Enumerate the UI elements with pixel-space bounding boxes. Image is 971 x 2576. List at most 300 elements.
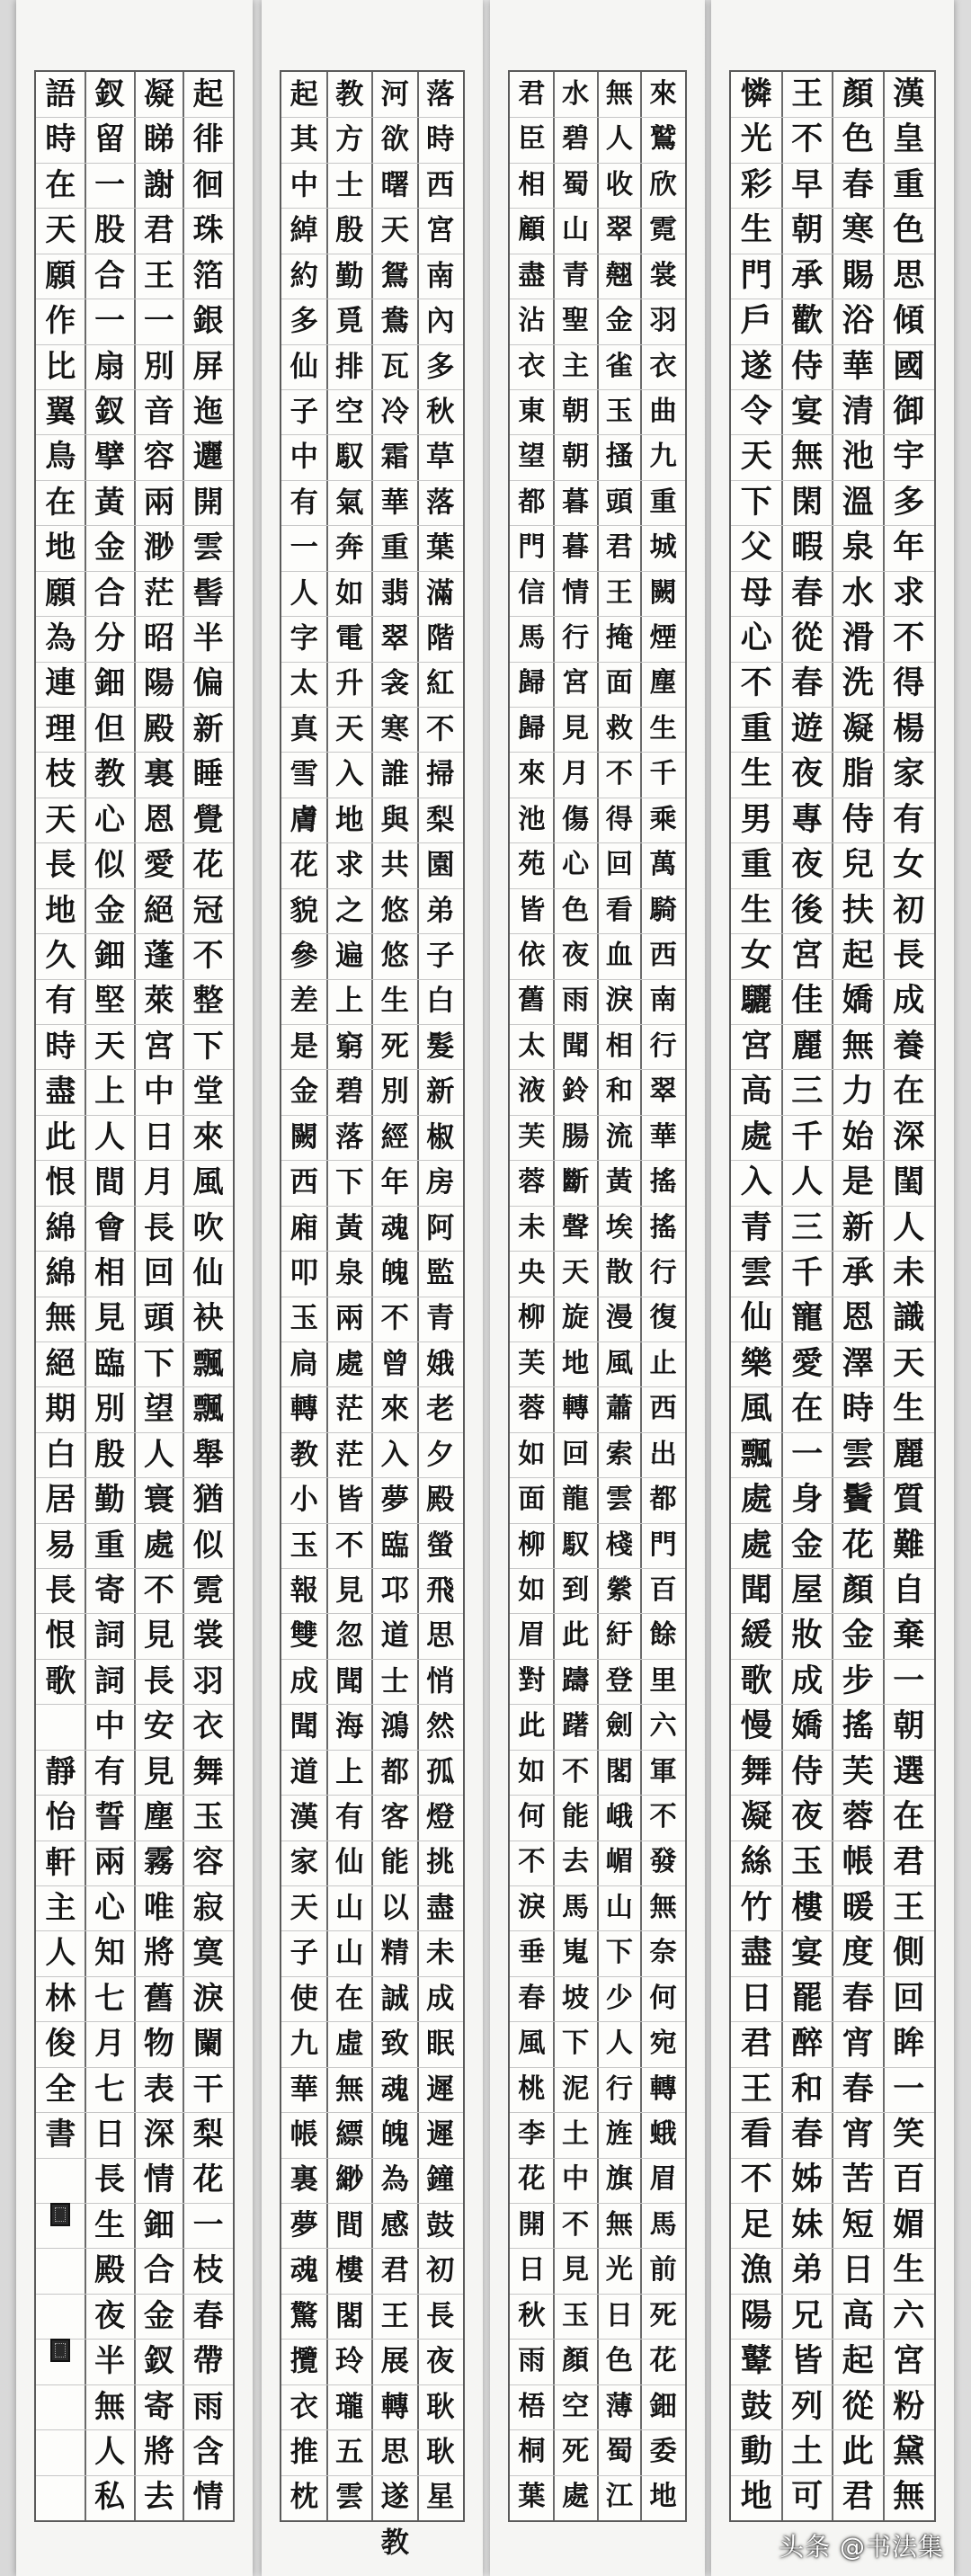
character: 餘 xyxy=(649,1619,677,1652)
character: 風 xyxy=(605,1347,633,1379)
character: 動 xyxy=(740,2432,772,2470)
character: 步 xyxy=(842,1662,874,1699)
character: 夜 xyxy=(426,2345,455,2378)
character: 屏 xyxy=(192,348,224,385)
character: 攬 xyxy=(290,2345,318,2378)
character: 處 xyxy=(335,1347,364,1380)
text-column xyxy=(281,72,327,2520)
character: 暮 xyxy=(562,486,590,518)
character: 耿 xyxy=(426,2390,455,2423)
character: 塵 xyxy=(143,1799,174,1836)
character: 皇 xyxy=(893,120,925,158)
character: 媚 xyxy=(893,2206,925,2243)
character: 朝 xyxy=(791,211,824,249)
character: 侍 xyxy=(842,800,874,838)
character: 色 xyxy=(842,120,874,158)
character: 有 xyxy=(45,983,76,1020)
character: 中 xyxy=(94,1708,126,1745)
character: 霓 xyxy=(192,1572,224,1609)
character: 新 xyxy=(842,1208,874,1246)
character: 黛 xyxy=(893,2432,925,2470)
character: 浴 xyxy=(842,302,874,340)
character: 月 xyxy=(562,758,590,790)
character: 去 xyxy=(562,1846,590,1878)
character: 雲 xyxy=(192,530,224,566)
character: 人 xyxy=(94,1119,126,1155)
character: 質 xyxy=(893,1481,925,1519)
character: 風 xyxy=(192,1164,224,1201)
character: 忽 xyxy=(335,1619,364,1653)
character: 花 xyxy=(192,2162,224,2198)
character: 飄 xyxy=(740,1435,772,1473)
character: 音 xyxy=(143,393,174,430)
character: 生 xyxy=(94,2206,126,2243)
character: 門 xyxy=(740,256,772,294)
character: 旗 xyxy=(605,2163,633,2196)
character: 遲 xyxy=(426,2072,455,2106)
character: 膚 xyxy=(290,803,318,836)
character: 宮 xyxy=(791,937,824,975)
character: 搖 xyxy=(649,1166,677,1199)
character: 分 xyxy=(94,620,126,657)
character: 愛 xyxy=(791,1344,824,1382)
character: 綿 xyxy=(45,1209,76,1246)
character: 妹 xyxy=(791,2206,824,2243)
character: 魄 xyxy=(380,2117,409,2151)
character: 西 xyxy=(290,1166,318,1199)
character: 柳 xyxy=(518,1302,546,1334)
text-column xyxy=(641,72,685,2520)
character: 躊 xyxy=(562,1664,590,1697)
character: 斷 xyxy=(562,1166,590,1199)
character: 緲 xyxy=(335,2163,364,2197)
character: 行 xyxy=(649,1030,677,1062)
character: 無 xyxy=(893,2478,925,2516)
character: 暇 xyxy=(791,529,824,566)
character: 深 xyxy=(143,2116,174,2153)
character: 殷 xyxy=(335,214,364,247)
character: 釵 xyxy=(143,2343,174,2380)
character: 西 xyxy=(426,168,455,201)
character: 雲 xyxy=(605,1484,633,1516)
character: 玉 xyxy=(290,1302,318,1335)
character: 重 xyxy=(740,709,772,747)
character: 仙 xyxy=(335,1846,364,1879)
character: 掃 xyxy=(426,758,455,791)
character: 宮 xyxy=(740,1027,772,1065)
character: 叩 xyxy=(290,1256,318,1289)
character: 誓 xyxy=(94,1799,126,1836)
character: 南 xyxy=(649,985,677,1017)
character: 扇 xyxy=(94,348,126,385)
character: 轉 xyxy=(290,1393,318,1426)
character: 馬 xyxy=(562,1891,590,1923)
character: 宴 xyxy=(791,392,824,430)
character: 城 xyxy=(649,531,677,564)
character: 魄 xyxy=(380,1256,409,1289)
character: 索 xyxy=(605,1438,633,1470)
character: 多 xyxy=(290,305,318,338)
character: 紅 xyxy=(426,667,455,700)
character: 皆 xyxy=(791,2342,824,2380)
character: 華 xyxy=(649,1120,677,1153)
character: 委 xyxy=(649,2435,677,2467)
character: 情 xyxy=(192,2479,224,2516)
character: 暖 xyxy=(842,1888,874,1926)
character: 王 xyxy=(605,576,633,609)
character: 悠 xyxy=(380,940,409,973)
character: 縈 xyxy=(605,1573,633,1606)
character: 漢 xyxy=(893,76,925,112)
character: 顏 xyxy=(842,76,874,112)
character: 芙 xyxy=(518,1347,546,1379)
character: 鈿 xyxy=(94,665,126,702)
character: 樓 xyxy=(335,2254,364,2287)
character: 天 xyxy=(94,1028,126,1065)
character: 天 xyxy=(45,212,76,249)
character: 都 xyxy=(380,1755,409,1788)
character: 螢 xyxy=(426,1529,455,1562)
character: 少 xyxy=(605,1982,633,2014)
character: 樓 xyxy=(791,1888,824,1926)
character: 不 xyxy=(380,1302,409,1335)
character: 日 xyxy=(94,2116,126,2153)
character: 從 xyxy=(791,619,824,657)
character: 梨 xyxy=(426,803,455,836)
character: 為 xyxy=(45,620,76,657)
character: 此 xyxy=(45,1119,76,1155)
character: 復 xyxy=(649,1302,677,1334)
character: 看 xyxy=(605,894,633,926)
character: 葉 xyxy=(426,531,455,565)
character: 願 xyxy=(45,575,76,611)
character: 夜 xyxy=(562,940,590,972)
character: 絕 xyxy=(143,892,174,929)
character: 徘 xyxy=(192,121,224,158)
character: 王 xyxy=(740,2070,772,2108)
character: 閣 xyxy=(605,1755,633,1787)
character: 雙 xyxy=(290,1619,318,1653)
character: 枝 xyxy=(192,2252,224,2289)
character: 將 xyxy=(143,1935,174,1972)
character: 劍 xyxy=(605,1710,633,1743)
character: 私 xyxy=(94,2479,126,2516)
character: 遍 xyxy=(335,940,364,973)
character: 無 xyxy=(649,1891,677,1923)
character: 人 xyxy=(605,2028,633,2060)
character: 寒 xyxy=(380,712,409,745)
character: 蓉 xyxy=(518,1166,546,1199)
character: 朝 xyxy=(893,1707,925,1745)
character: 未 xyxy=(893,1253,925,1291)
character: 留 xyxy=(94,121,126,158)
character: 使 xyxy=(290,1982,318,2015)
character: 回 xyxy=(605,849,633,881)
character: 嬌 xyxy=(791,1707,824,1745)
character: 含 xyxy=(192,2433,224,2470)
character: 傷 xyxy=(562,803,590,835)
character: 娥 xyxy=(426,1347,455,1380)
character: 金 xyxy=(143,2297,174,2334)
character: 雨 xyxy=(562,985,590,1017)
character: 嵋 xyxy=(605,1846,633,1878)
text-column xyxy=(598,72,642,2520)
character: 薄 xyxy=(605,2390,633,2422)
character: 裏 xyxy=(143,756,174,793)
character: 時 xyxy=(842,1390,874,1428)
character: 葉 xyxy=(518,2481,546,2513)
character: 面 xyxy=(518,1484,546,1516)
character: 殷 xyxy=(94,1436,126,1473)
character: 釵 xyxy=(94,76,126,112)
character: 衣 xyxy=(649,350,677,382)
character: 承 xyxy=(791,256,824,294)
character: 盡 xyxy=(518,259,546,291)
character: 宮 xyxy=(426,214,455,247)
character: 無 xyxy=(335,2072,364,2106)
character: 間 xyxy=(94,1164,126,1201)
character: 選 xyxy=(893,1752,925,1790)
character: 都 xyxy=(649,1484,677,1516)
scroll-3 xyxy=(490,0,705,2576)
character: 下 xyxy=(192,1028,224,1065)
character: 王 xyxy=(893,1888,925,1926)
character: 主 xyxy=(45,1890,76,1927)
character: 地 xyxy=(335,803,364,836)
text-column xyxy=(372,72,418,2565)
character: 相 xyxy=(605,1030,633,1062)
character: 鴛 xyxy=(380,259,409,292)
character: 靜 xyxy=(45,1753,76,1790)
character: 雨 xyxy=(518,2345,546,2377)
character: 春 xyxy=(791,574,824,611)
character: 入 xyxy=(740,1163,772,1201)
character: 土 xyxy=(791,2432,824,2470)
character: 曲 xyxy=(649,395,677,427)
character: 凝 xyxy=(740,1798,772,1836)
character: 寰 xyxy=(143,1482,174,1519)
character: 如 xyxy=(518,1438,546,1470)
character: 黃 xyxy=(605,1166,633,1199)
character: 參 xyxy=(290,940,318,973)
character: 鬢 xyxy=(842,1481,874,1519)
character: 行 xyxy=(605,2072,633,2105)
character: 華 xyxy=(380,486,409,519)
character: 相 xyxy=(518,168,546,201)
character: 客 xyxy=(380,1801,409,1834)
character: 天 xyxy=(335,712,364,745)
character: 成 xyxy=(893,982,925,1020)
character: 梧 xyxy=(518,2390,546,2422)
character: 之 xyxy=(335,894,364,927)
character: 處 xyxy=(740,1118,772,1155)
character: 安 xyxy=(143,1708,174,1745)
character: 悠 xyxy=(380,894,409,927)
character: 侍 xyxy=(791,1752,824,1790)
character: 是 xyxy=(842,1163,874,1201)
character: 書 xyxy=(45,2117,76,2153)
character: 渺 xyxy=(143,530,174,566)
character: 中 xyxy=(290,168,318,201)
character: 人 xyxy=(94,2433,126,2470)
character: 和 xyxy=(605,1075,633,1108)
character: 兄 xyxy=(791,2296,824,2334)
character: 覺 xyxy=(192,801,224,838)
character: 人 xyxy=(45,1935,76,1972)
character: 誠 xyxy=(380,1982,409,2015)
character: 池 xyxy=(842,438,874,476)
character: 在 xyxy=(335,1982,364,2015)
character: 依 xyxy=(518,940,546,972)
character: 長 xyxy=(893,937,925,975)
character: 日 xyxy=(842,2251,874,2289)
character: 六 xyxy=(649,1710,677,1743)
character: 不 xyxy=(562,2208,590,2241)
seal-stamp xyxy=(50,2203,70,2226)
character: 聲 xyxy=(562,1211,590,1243)
character: 色 xyxy=(562,894,590,926)
character: 飄 xyxy=(192,1391,224,1428)
character: 茫 xyxy=(143,575,174,611)
character: 無 xyxy=(842,1027,874,1065)
character: 雲 xyxy=(335,2481,364,2514)
character: 易 xyxy=(45,1527,76,1564)
character: 徊 xyxy=(192,166,224,203)
character: 養 xyxy=(893,1027,925,1065)
character: 夕 xyxy=(426,1438,455,1471)
character: 南 xyxy=(426,259,455,292)
character: 冠 xyxy=(192,892,224,929)
character: 清 xyxy=(842,392,874,430)
character: 人 xyxy=(143,1436,174,1473)
character: 仙 xyxy=(290,350,318,383)
character: 精 xyxy=(380,1937,409,1970)
character: 憐 xyxy=(740,76,772,112)
character: 在 xyxy=(893,1073,925,1110)
text-column xyxy=(135,72,184,2520)
character: 面 xyxy=(605,667,633,700)
character: 力 xyxy=(842,1073,874,1110)
character: 士 xyxy=(335,168,364,201)
character: 中 xyxy=(562,2163,590,2196)
character: 春 xyxy=(192,2297,224,2334)
character: 苑 xyxy=(518,849,546,881)
character: 鴦 xyxy=(380,305,409,338)
character: 有 xyxy=(893,800,925,838)
character: 衣 xyxy=(290,2390,318,2423)
character: 此 xyxy=(842,2432,874,2470)
character: 霓 xyxy=(649,214,677,246)
character: 雲 xyxy=(740,1253,772,1291)
character: 早 xyxy=(791,165,824,203)
character: 詞 xyxy=(94,1618,126,1654)
character: 天 xyxy=(380,214,409,247)
character: 林 xyxy=(45,1980,76,2017)
character: 仙 xyxy=(740,1299,772,1337)
text-column xyxy=(833,72,884,2520)
character: 春 xyxy=(842,165,874,203)
character: 頭 xyxy=(605,486,633,518)
character: 花 xyxy=(842,1526,874,1564)
character: 生 xyxy=(649,712,677,744)
character: 眠 xyxy=(426,2028,455,2061)
character: 金 xyxy=(791,1526,824,1564)
character: 河 xyxy=(380,78,409,111)
character: 年 xyxy=(380,1166,409,1199)
character: 魂 xyxy=(380,1211,409,1244)
scroll-2 xyxy=(262,0,483,2576)
character: 淚 xyxy=(518,1891,546,1923)
character: 宮 xyxy=(562,667,590,700)
character: 擘 xyxy=(94,439,126,476)
character: 綽 xyxy=(290,214,318,247)
character: 雲 xyxy=(842,1435,874,1473)
character: 粉 xyxy=(893,2387,925,2425)
character: 生 xyxy=(740,755,772,793)
character: 能 xyxy=(562,1801,590,1833)
character: 下 xyxy=(740,483,772,521)
character: 春 xyxy=(518,1982,546,2014)
character: 茫 xyxy=(335,1393,364,1426)
text-column xyxy=(327,72,373,2520)
character: 頭 xyxy=(143,1300,174,1337)
character: 遂 xyxy=(380,2481,409,2514)
character: 海 xyxy=(335,1710,364,1743)
character: 泉 xyxy=(842,529,874,566)
character: 蓉 xyxy=(518,1393,546,1425)
character: 妝 xyxy=(791,1617,824,1654)
character: 闕 xyxy=(290,1120,318,1154)
character: 約 xyxy=(290,259,318,292)
character: 救 xyxy=(605,712,633,744)
character: 竹 xyxy=(740,1888,772,1926)
character: 乘 xyxy=(649,803,677,835)
character: 山 xyxy=(605,1891,633,1923)
character: 重 xyxy=(740,846,772,884)
character: 珠 xyxy=(192,212,224,249)
character: 光 xyxy=(605,2254,633,2286)
character: 黃 xyxy=(94,484,126,521)
character: 側 xyxy=(893,1934,925,1972)
character: 一 xyxy=(893,2070,925,2108)
character: 山 xyxy=(562,214,590,246)
character: 不 xyxy=(562,1755,590,1787)
character: 國 xyxy=(893,347,925,385)
character: 成 xyxy=(426,1982,455,2015)
character: 萬 xyxy=(649,849,677,881)
character: 馭 xyxy=(562,1529,590,1561)
character: 蜀 xyxy=(605,2435,633,2467)
character: 男 xyxy=(740,800,772,838)
character: 合 xyxy=(94,575,126,611)
character: 朝 xyxy=(562,441,590,473)
character: 教 xyxy=(380,2526,409,2559)
character: 里 xyxy=(649,1664,677,1697)
character: 前 xyxy=(649,2254,677,2286)
character: 時 xyxy=(426,123,455,156)
character: 飄 xyxy=(192,1345,224,1382)
character: 睇 xyxy=(143,121,174,158)
character: 求 xyxy=(893,574,925,611)
character: 不 xyxy=(192,938,224,975)
character: 生 xyxy=(893,2251,925,2289)
character: 彩 xyxy=(740,165,772,203)
character: 御 xyxy=(893,392,925,430)
character: 但 xyxy=(94,710,126,747)
character: 東 xyxy=(518,395,546,427)
character: 容 xyxy=(192,1844,224,1881)
character: 三 xyxy=(791,1073,824,1110)
